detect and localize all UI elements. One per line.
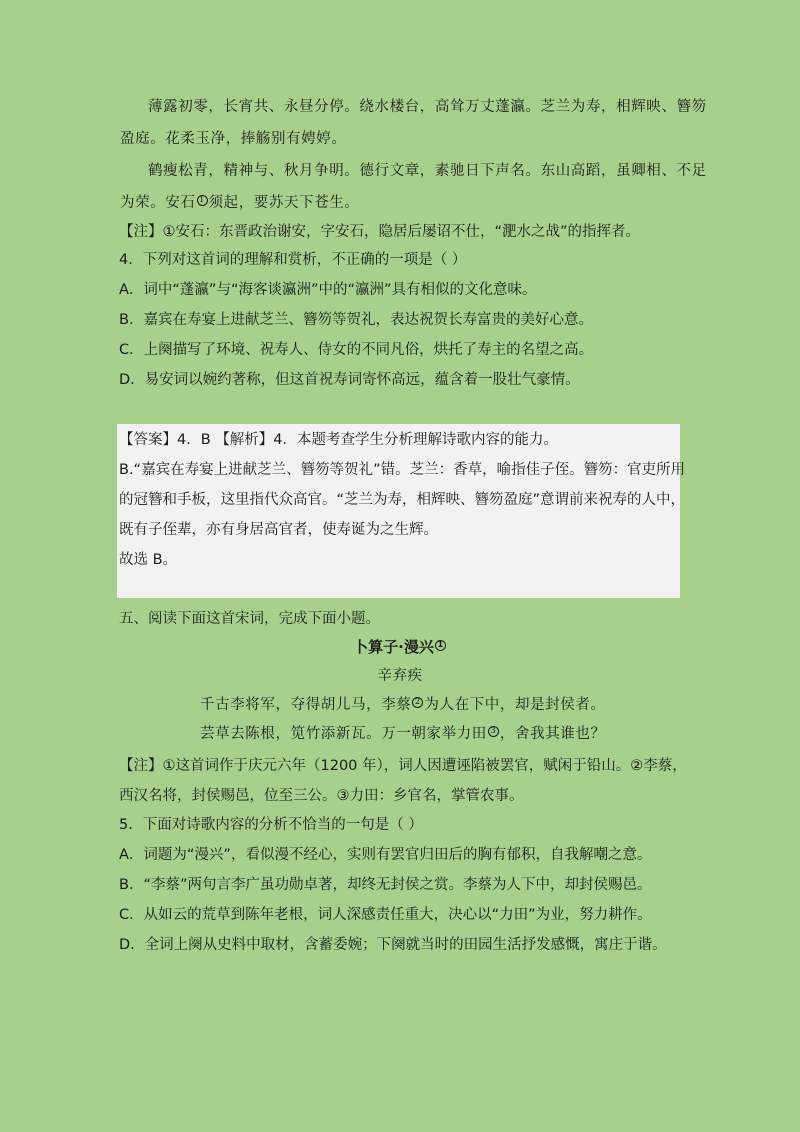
poem1-line3: 鹤瘦松青，精神与、秋月争明。德行文章，素驰日下声名。东山高蹈，虽卿相、不足 xyxy=(148,163,707,179)
poem2-line1-text: 千古李将军，夺得胡儿马，李蔡 xyxy=(200,697,412,713)
poem2-line2 xyxy=(200,724,606,744)
section5-heading: 五、阅读下面这首宋词，完成下面小题。 xyxy=(119,611,380,627)
q5-option-a: A．词题为“漫兴”，看似漫不经心，实则有罢官归田后的胸有郁积，自我解嘲之意。 xyxy=(119,847,652,863)
answer-box xyxy=(117,424,680,598)
q5-option-c: C．从如云的荒草到陈年老根，词人深感责任重大，决心以“力田”为业，努力耕作。 xyxy=(119,907,652,923)
poem2-line2-rest: ，舍我其谁也？ xyxy=(499,726,606,742)
answer-line4: 既有子侄辈，亦有身居高官者，使寿诞为之生辉。 xyxy=(119,522,438,538)
footnote-marker: 1 xyxy=(197,195,208,206)
poem1-line4-rest: 须起，要苏天下苍生。 xyxy=(208,195,360,211)
answer-line3: 的冠簪和手板，这里指代众高官。“芝兰为寿，相辉映、簪笏盈庭”意谓前来祝寿的人中， xyxy=(119,492,686,508)
poem2-line1 xyxy=(200,695,606,715)
answer-line5: 故选 B。 xyxy=(119,552,178,568)
q5-option-b: B．“李蔡”两句言李广虽功勋卓著，却终无封侯之赏。李蔡为人下中，却封侯赐邑。 xyxy=(119,877,652,893)
footnote-marker: 1 xyxy=(435,640,446,651)
poem2-author: 辛弃疾 xyxy=(377,668,423,684)
q4-option-a: A．词中“蓬瀛”与“海客谈瀛洲”中的“瀛洲”具有相似的文化意味。 xyxy=(119,282,537,298)
poem2-title xyxy=(0,637,800,657)
answer-line2: B.“嘉宾在寿宴上进献芝兰、簪笏等贺礼”错。芝兰：香草，喻指佳子侄。簪笏：官吏所用 xyxy=(119,462,686,478)
note1: 【注】①安石：东晋政治谢安，字安石，隐居后屡诏不仕，“淝水之战”的指挥者。 xyxy=(119,224,641,240)
poem2-line1-rest: 为人在下中，却是封侯者。 xyxy=(424,697,606,713)
note2-line1: 【注】①这首词作于庆元六年（1200 年），词人因遭诬陷被罢官，赋闲于铅山。②李蔡， xyxy=(119,758,687,774)
q4-option-b: B．嘉宾在寿宴上进献芝兰、簪笏等贺礼，表达祝贺长寿富贵的美好心意。 xyxy=(119,312,593,328)
q4-option-c: C．上阕描写了环境、祝寿人、侍女的不同凡俗，烘托了寿主的名望之高。 xyxy=(119,342,594,358)
answer-line1: 【答案】4．B 【解析】4．本题考查学生分析理解诗歌内容的能力。 xyxy=(119,432,559,448)
poem1-line1: 薄露初零，长宵共、永昼分停。绕水楼台，高耸万丈蓬瀛。芝兰为寿，相辉映、簪笏 xyxy=(148,99,707,115)
q5-stem: 5．下面对诗歌内容的分析不恰当的一句是（ ） xyxy=(119,817,423,833)
footnote-marker: 3 xyxy=(488,726,499,737)
q4-option-d: D．易安词以婉约著称，但这首祝寿词寄怀高远，蕴含着一股壮气豪情。 xyxy=(119,372,580,388)
q5-option-d: D．全词上阕从史料中取材，含蓄委婉；下阕就当时的田园生活抒发感慨，寓庄于谐。 xyxy=(119,937,667,953)
poem2-title-text: 卜算子·漫兴 xyxy=(353,638,434,656)
poem1-line4 xyxy=(120,193,360,213)
poem1-line4-text: 为荣。安石 xyxy=(120,195,196,211)
footnote-marker: 2 xyxy=(412,697,423,708)
q4-stem: 4．下列对这首词的理解和赏析，不正确的一项是（ ） xyxy=(119,252,467,268)
poem1-line2: 盈庭。花柔玉净，捧觞别有娉婷。 xyxy=(120,131,347,147)
note2-line2: 西汉名将，封侯赐邑，位至三公。③力田：乡官名，掌管农事。 xyxy=(119,788,524,804)
poem2-line2-text: 芸草去陈根，笕竹添新瓦。万一朝家举力田 xyxy=(200,726,487,742)
